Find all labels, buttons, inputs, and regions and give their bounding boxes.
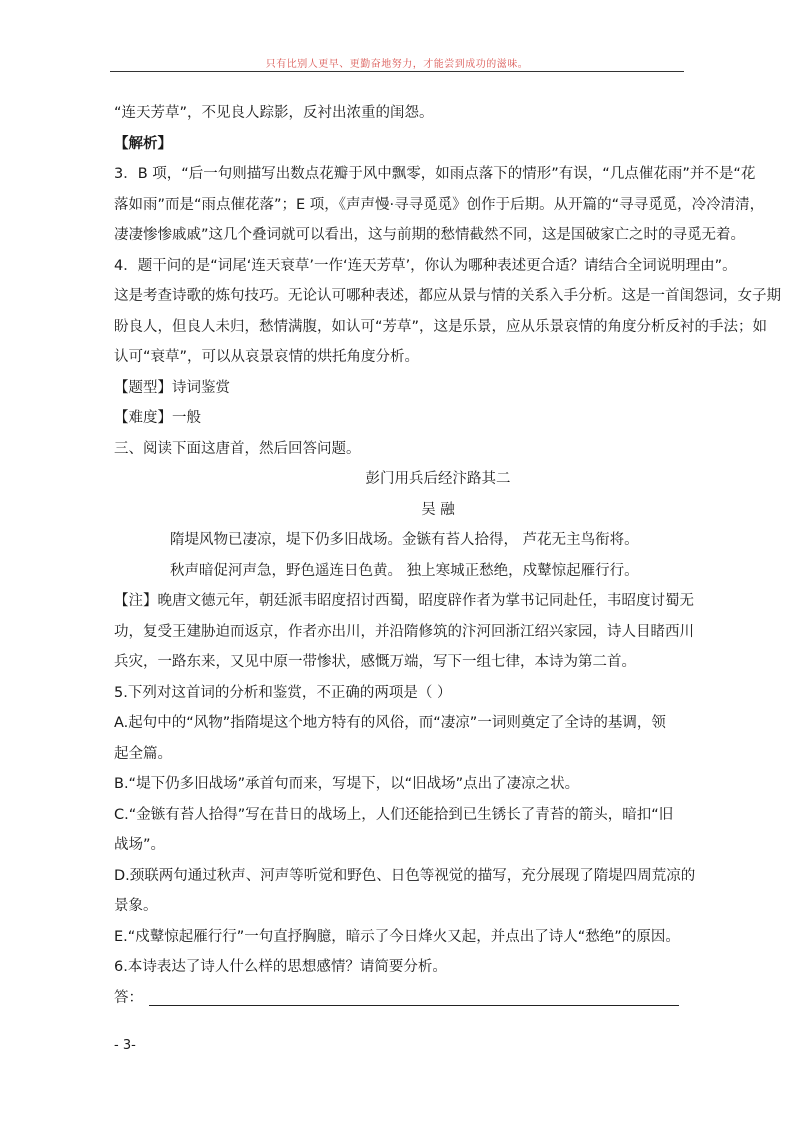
answer-blank-line[interactable]: [149, 1004, 679, 1006]
section-heading-analysis: 【解析】: [114, 135, 172, 152]
answer-label: 答：: [114, 989, 143, 1006]
answer-row: [114, 983, 762, 1014]
text-line: 认可“衰草”，可以从哀景哀情的烘托角度分析。: [114, 349, 420, 365]
note-line: 功，复受王建胁迫而返京，作者亦出川，并沿隋修筑的汴河回浙江绍兴家园，诗人目睹西川: [114, 623, 694, 640]
option-c: C.“金镞有苔人拾得”写在昔日的战场上，人们还能拾到已生锈长了青苔的箭头，暗扣“旧: [114, 806, 674, 823]
note-line: 兵灾，一路东来，又见中原一带惨状，感慨万端，写下一组七律，本诗为第二首。: [114, 654, 636, 670]
text-line: 3．B 项，“后一句则描写出数点花瓣于风中飘零，如雨点落下的情形”有误，“几点催花雨”并不是“花: [114, 166, 756, 182]
option-e: E.“戍鼙惊起雁行行”一句直抒胸臆，暗示了今日烽火又起，并点出了诗人“愁绝”的原因。: [114, 928, 680, 945]
text-line: 4．题干问的是“词尾‘连天衰草’一作‘连天芳草’，你认为哪种表述更合适？请结合全词说明理由”。: [114, 257, 737, 274]
poem-line: 隋堤风物已凄凉，堤下仍多旧战场。金镞有苔人拾得， 芦花无主鸟衔将。: [170, 532, 639, 548]
page-content: [114, 98, 781, 1013]
option-d: D.颈联两句通过秋声、河声等听觉和野色、日色等视觉的描写，充分展现了隋堤四周荒凉的: [114, 867, 696, 884]
poem-author: 吴 融: [421, 501, 455, 518]
poem-line: 秋声暗促河声急，野色遥连日色黄。 独上寒城正愁绝，戍鼙惊起雁行行。: [170, 562, 639, 579]
question-type: 【题型】诗词鉴赏: [114, 379, 230, 396]
difficulty: 【难度】一般: [114, 410, 201, 426]
text-line: 盼良人，但良人未归，愁情满腹，如认可“芳草”，这是乐景，应从乐景哀情的角度分析反衬的手法；如: [114, 318, 768, 335]
question-5: 5.下列对这首词的分析和鉴赏，不正确的两项是（ ）: [114, 684, 452, 701]
option-a-cont: 起全篇。: [114, 745, 172, 762]
header-divider: [110, 71, 684, 72]
option-b: B.“堤下仍多旧战场”承首句而来，写堤下，以“旧战场”点出了凄凉之状。: [114, 776, 580, 792]
note-line: 【注】晚唐文德元年，朝廷派韦昭度招讨西蜀，昭度辟作者为掌书记同赴任，韦昭度讨蜀无: [114, 593, 694, 609]
option-c-cont: 战场”。: [114, 837, 166, 853]
option-a: A.起句中的“风物”指隋堤这个地方特有的风俗，而“凄凉”一词则奠定了全诗的基调，领: [114, 715, 666, 731]
text-line: 凄凄惨惨戚戚”这几个叠词就可以看出，这与前期的愁情截然不同，这是国破家亡之时的寻觅无着。: [114, 227, 746, 243]
text-line: “连天芳草”，不见良人踪影，反衬出浓重的闺怨。: [114, 105, 434, 121]
text-line: 落如雨”而是“雨点催花落”；E 项，《声声慢·寻寻觅觅》创作于后期。从开篇的“寻寻觅觅，冷冷清清，: [114, 196, 765, 213]
option-d-cont: 景象。: [114, 898, 158, 914]
header-motto: 只有比别人更早、更勤奋地努力，才能尝到成功的滋味。: [265, 59, 529, 70]
question-6: 6.本诗表达了诗人什么样的思想感情？请简要分析。: [114, 959, 447, 975]
text-line: 这是考查诗歌的炼句技巧。无论认可哪种表述，都应从景与情的关系入手分析。这是一首闺怨词，女子期: [114, 288, 781, 304]
section-heading-three: 三、阅读下面这唐首，然后回答问题。: [114, 440, 361, 457]
poem-title: 彭门用兵后经汴路其二: [365, 471, 511, 487]
page-number: - 3-: [114, 1038, 136, 1053]
